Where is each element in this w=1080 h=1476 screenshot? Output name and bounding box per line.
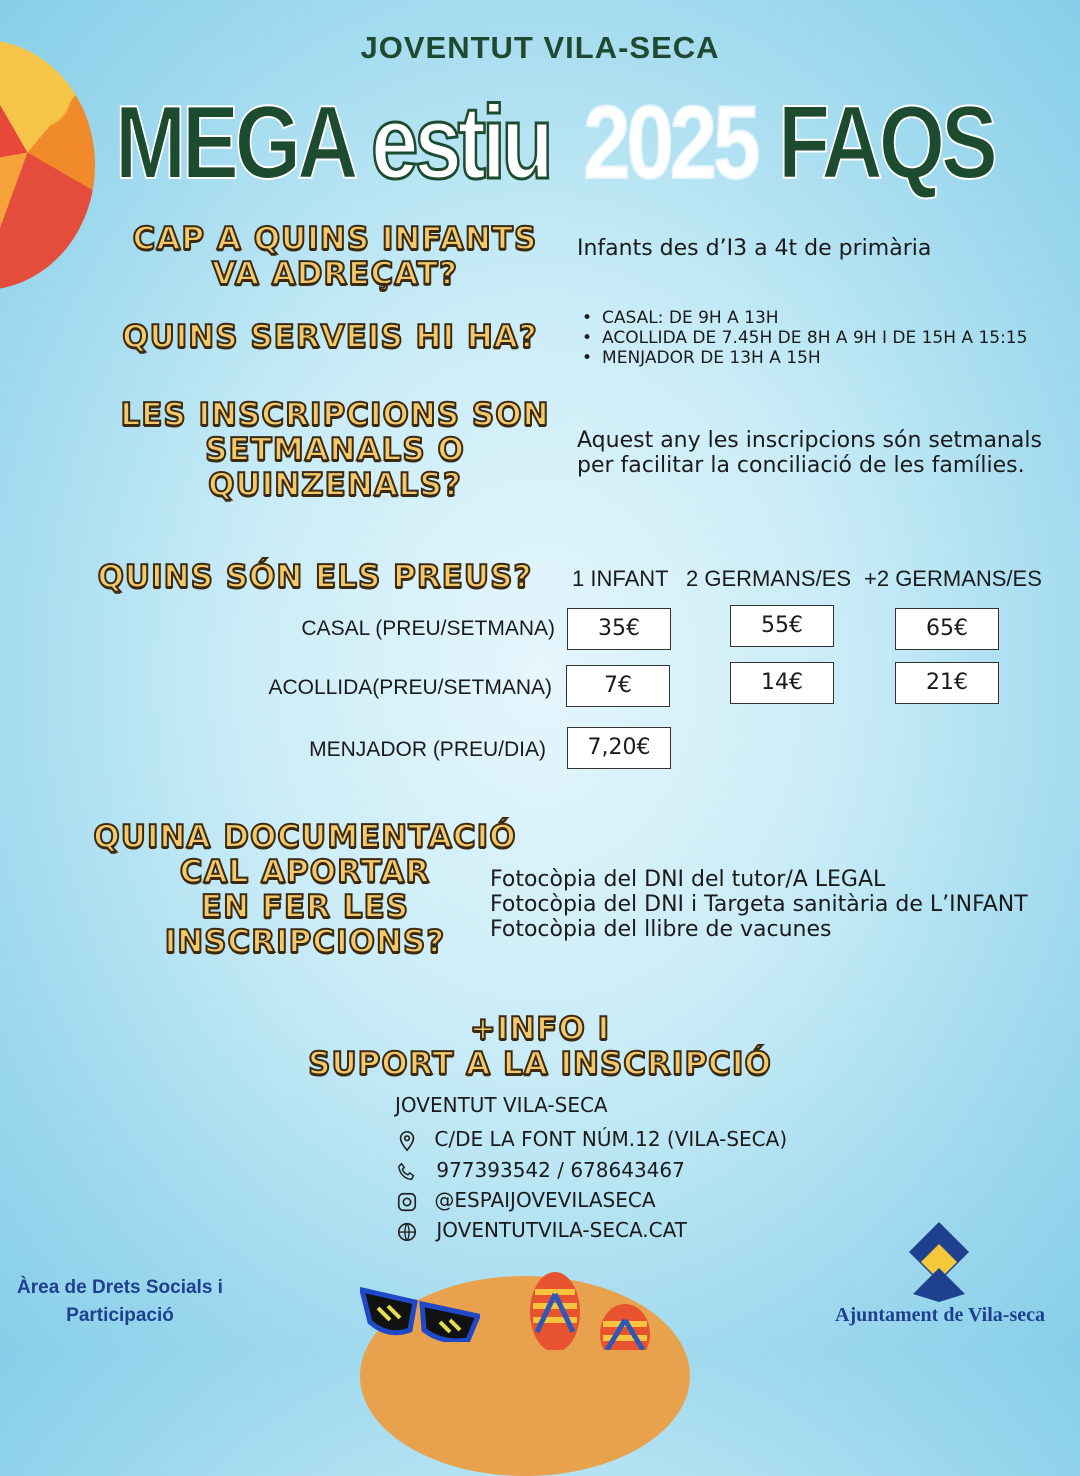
address-text: C/DE LA FONT NÚM.12 (VILA-SECA) — [434, 1127, 788, 1151]
contact-phone[interactable] — [396, 1158, 685, 1183]
phone-text: 977393542 / 678643467 — [436, 1158, 685, 1182]
contact-instagram[interactable] — [396, 1188, 656, 1213]
prices-question: QUINS SÓN ELS PREUS? — [97, 559, 533, 595]
hero-estiu: estiu — [370, 85, 550, 201]
web-text: JOVENTUTVILA-SECA.CAT — [436, 1218, 687, 1242]
sunglasses-icon — [360, 1282, 480, 1342]
q-line: SETMANALS O — [205, 432, 465, 468]
globe-icon — [396, 1221, 418, 1243]
faq-answer-registration — [577, 428, 1042, 478]
contact-org: JOVENTUT VILA-SECA — [395, 1093, 608, 1117]
instagram-text: @ESPAIJOVEVILASECA — [434, 1188, 656, 1212]
phone-icon — [396, 1161, 418, 1183]
q-line: EN FER LES — [200, 889, 410, 925]
q-line: SUPORT A LA INSCRIPCIÓ — [308, 1046, 772, 1082]
instagram-icon — [396, 1191, 418, 1213]
beach-ball-illustration — [0, 40, 95, 290]
location-pin-icon — [396, 1130, 418, 1152]
q-line: CAP A QUINS INFANTS — [132, 221, 538, 257]
price-cell: 65€ — [895, 608, 999, 650]
q-line: QUINZENALS? — [208, 467, 462, 503]
answer-line: Fotocòpia del DNI i Targeta sanitària de L’INFANT — [490, 892, 1028, 917]
contact-web[interactable] — [396, 1218, 687, 1243]
price-row-label: MENJADOR (PREU/DIA) — [309, 738, 546, 761]
answer-line: Fotocòpia del llibre de vacunes — [490, 917, 832, 942]
faq-answer-age: Infants des d’I3 a 4t de primària — [577, 236, 932, 261]
price-col-header: 1 INFANT — [572, 566, 669, 591]
contact-address — [396, 1127, 787, 1152]
hero-title — [115, 85, 1015, 201]
area-line: Participació — [66, 1305, 174, 1326]
area-label — [10, 1274, 230, 1330]
price-cell: 7,20€ — [567, 727, 671, 769]
price-cell: 21€ — [895, 662, 999, 704]
q-line: INSCRIPCIONS? — [164, 924, 446, 960]
hero-faqs: FAQS — [777, 85, 994, 201]
q-line: CAL APORTAR — [179, 854, 431, 890]
price-row-label: CASAL (PREU/SETMANA) — [301, 617, 555, 640]
services-list — [582, 308, 1027, 368]
answer-line: Aquest any les inscripcions són setmanals — [577, 428, 1042, 453]
area-line: Àrea de Drets Socials i — [17, 1277, 223, 1298]
price-cell: 35€ — [567, 608, 671, 650]
hero-year: 2025 — [582, 85, 756, 201]
flip-flops-icon — [525, 1272, 665, 1350]
answer-line: Fotocòpia del DNI del tutor/A LEGAL — [490, 867, 886, 892]
list-item: • MENJADOR DE 13H A 15H — [582, 348, 1027, 368]
q-line: LES INSCRIPCIONS SON — [120, 397, 550, 433]
ajuntament-logo-icon — [905, 1222, 973, 1302]
answer-line: per facilitar la conciliació de les famílies. — [577, 453, 1025, 478]
price-cell: 55€ — [730, 605, 834, 647]
faq-answer-documents — [490, 867, 1028, 942]
faq-question-documents — [70, 820, 540, 960]
q-line: QUINA DOCUMENTACIÓ — [93, 819, 517, 855]
price-row-label: ACOLLIDA(PREU/SETMANA) — [268, 676, 552, 699]
hero-mega: MEGA — [115, 85, 355, 201]
list-item: • ACOLLIDA DE 7.45H DE 8H A 9H I DE 15H A 15:15 — [582, 328, 1027, 348]
info-heading — [250, 1012, 830, 1082]
faq-question-age — [95, 222, 575, 292]
q-line: VA ADREÇAT? — [212, 256, 458, 292]
faq-question-services: QUINS SERVEIS HI HA? — [122, 319, 538, 355]
q-line: +INFO I — [469, 1011, 611, 1047]
price-cell: 14€ — [730, 662, 834, 704]
ajuntament-label: Ajuntament de Vila-seca — [835, 1304, 1045, 1326]
price-col-header: 2 GERMANS/ES — [686, 566, 852, 591]
faq-question-registration — [95, 398, 575, 503]
price-col-header: +2 GERMANS/ES — [864, 566, 1042, 591]
org-title: JOVENTUT VILA-SECA — [360, 30, 720, 65]
price-cell: 7€ — [566, 665, 670, 707]
list-item: • CASAL: DE 9H A 13H — [582, 308, 1027, 328]
